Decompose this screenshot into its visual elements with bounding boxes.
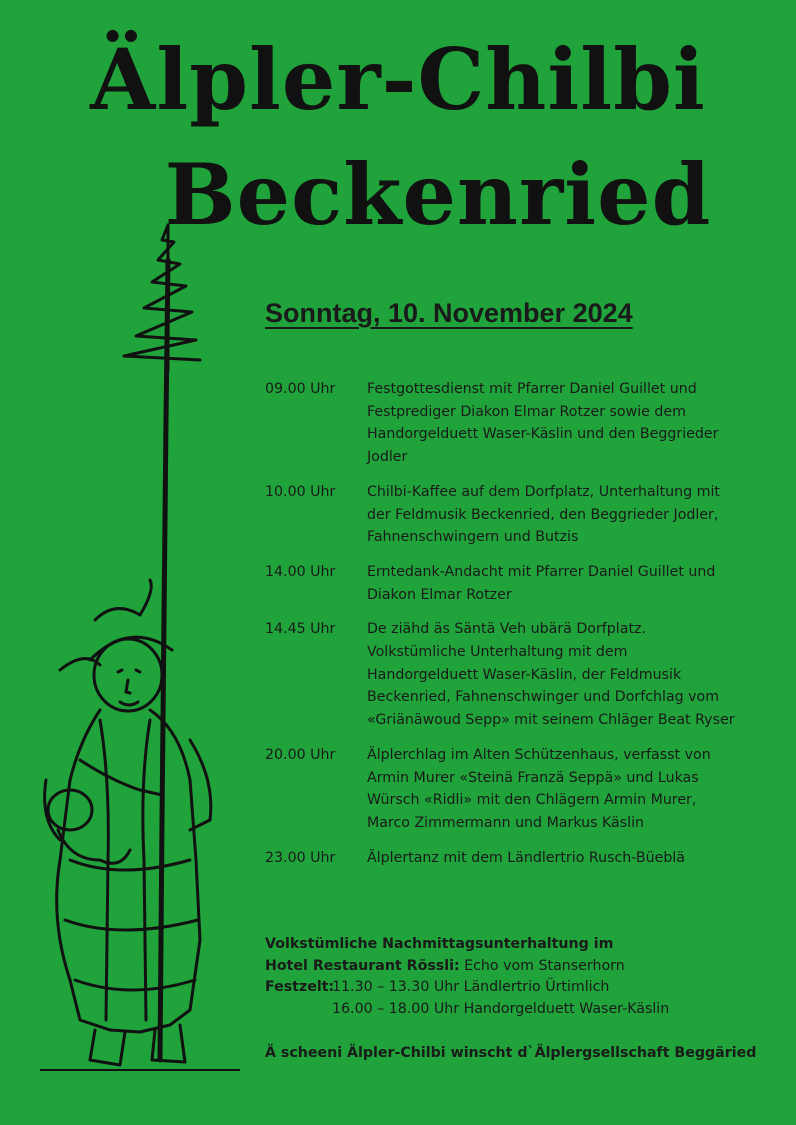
venue-act: Echo vom Stanserhorn xyxy=(464,957,625,974)
festzelt-label: Festzelt: xyxy=(265,979,335,995)
program-row xyxy=(265,378,735,469)
poster-title-line2: Beckenried xyxy=(164,145,712,244)
program-row xyxy=(265,561,735,606)
program-time: 10.00 Uhr xyxy=(265,483,336,500)
festzelt-act-2: 16.00 – 18.00 Uhr Handorgelduett Waser-Käslin xyxy=(332,1000,670,1017)
program-text: Erntedank-Andacht mit Pfarrer Daniel Guillet und Diakon Elmar Rotzer xyxy=(367,563,716,603)
festzelt-act-1: 11.30 – 13.30 Uhr Ländlertrio Ürtimlich xyxy=(332,979,610,995)
poster-title-line1: Älpler-Chilbi xyxy=(90,30,706,129)
program-time: 23.00 Uhr xyxy=(265,849,336,866)
venue-line xyxy=(265,956,755,978)
closing-greeting: Ä scheeni Älpler-Chilbi winscht d`Älplergsellschaft Beggäried xyxy=(265,1045,757,1061)
program-row xyxy=(265,847,735,870)
woodcut-woman-with-tree-icon xyxy=(40,220,240,1080)
program-row xyxy=(265,618,735,732)
program-text: De ziähd äs Säntä Veh ubärä Dorfplatz. Volkstümliche Unterhaltung mit dem Handorgelduett Waser-Käslin, der Feldmusik Beckenried, Fahnenschwinger und Dorfchlag vom «Griänäwoud Sepp» mit seinem Chläger Beat Ryser xyxy=(367,621,735,729)
program-list xyxy=(265,378,735,881)
venue-label: Hotel Restaurant Rössli: xyxy=(265,957,460,974)
festzelt-line-1 xyxy=(265,977,755,999)
afternoon-heading: Volkstümliche Nachmittagsunterhaltung im xyxy=(265,936,614,952)
program-text: Älplertanz mit dem Ländlertrio Rusch-Büeblä xyxy=(367,849,685,866)
program-text: Älplerchlag im Alten Schützenhaus, verfasst von Armin Murer «Steinä Franzä Seppä» und Lukas Würsch «Ridli» mit den Chlägern Armin Murer, Marco Zimmermann und Markus Käslin xyxy=(367,746,711,831)
event-date: Sonntag, 10. November 2024 xyxy=(265,298,633,328)
festzelt-line-2 xyxy=(265,999,755,1021)
program-time: 14.00 Uhr xyxy=(265,563,336,580)
program-time: 20.00 Uhr xyxy=(265,746,336,763)
afternoon-section xyxy=(265,934,755,1020)
program-text: Chilbi-Kaffee auf dem Dorfplatz, Unterhaltung mit der Feldmusik Beckenried, den Beggrieder Jodler, Fahnenschwingern und Butzis xyxy=(367,483,720,546)
program-row xyxy=(265,481,735,549)
program-text: Festgottesdienst mit Pfarrer Daniel Guillet und Festprediger Diakon Elmar Rotzer sowie dem Handorgelduett Waser-Käslin und den Beggrieder Jodler xyxy=(367,381,719,466)
program-time: 14.45 Uhr xyxy=(265,621,336,638)
program-time: 09.00 Uhr xyxy=(265,381,336,397)
program-row xyxy=(265,744,735,835)
